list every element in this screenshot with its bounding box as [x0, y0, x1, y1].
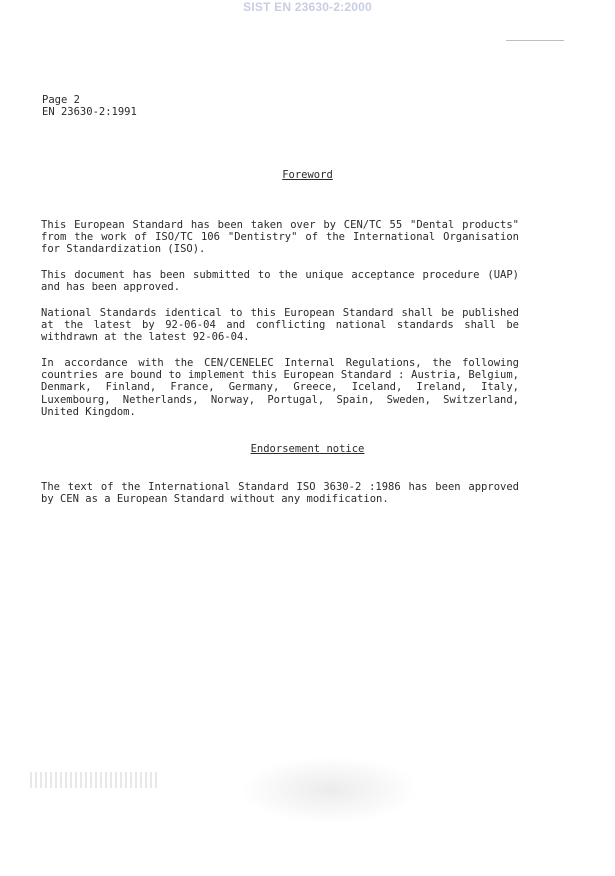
- scan-artifact: [240, 756, 420, 824]
- endorsement-heading: Endorsement notice: [250, 443, 365, 455]
- page-header: [42, 94, 137, 118]
- scan-artifact: [30, 772, 160, 788]
- watermark: SIST EN 23630-2:2000: [243, 0, 372, 14]
- endorsement-paragraph: [41, 481, 519, 505]
- foreword-paragraph-2: [41, 269, 519, 293]
- text-line: This European Standard has been taken over by CEN/TC 55 "Dental products": [41, 219, 519, 231]
- text-line: This document has been submitted to the unique acceptance procedure (UAP): [41, 269, 519, 281]
- scan-artifact: [506, 40, 564, 41]
- text-line: from the work of ISO/TC 106 "Dentistry" of the International Organisation: [41, 231, 519, 244]
- foreword-paragraph-4: [41, 357, 519, 418]
- text-line: countries are bound to implement this European Standard : Austria, Belgium,: [41, 369, 519, 382]
- standard-reference: EN 23630-2:1991: [42, 106, 137, 118]
- text-line: by CEN as a European Standard without any modification.: [41, 493, 389, 506]
- foreword-paragraph-1: [41, 219, 519, 256]
- text-line: for Standardization (ISO).: [41, 243, 206, 256]
- text-line: The text of the International Standard ISO 3630-2 :1986 has been approved: [41, 481, 519, 493]
- text-line: withdrawn at the latest 92-06-04.: [41, 331, 250, 344]
- foreword-heading: Foreword: [282, 169, 333, 181]
- text-line: Denmark, Finland, France, Germany, Greece, Iceland, Ireland, Italy,: [41, 381, 519, 394]
- text-line: United Kingdom.: [41, 405, 136, 418]
- text-line: and has been approved.: [41, 281, 181, 294]
- text-line: National Standards identical to this European Standard shall be published: [41, 307, 519, 319]
- text-line: Luxembourg, Netherlands, Norway, Portugal, Spain, Sweden, Switzerland,: [41, 393, 519, 406]
- foreword-paragraph-3: [41, 307, 519, 344]
- page-label: Page 2: [42, 94, 80, 106]
- text-line: In accordance with the CEN/CENELEC Internal Regulations, the following: [41, 357, 519, 369]
- text-line: at the latest by 92-06-04 and conflicting national standards shall be: [41, 319, 519, 332]
